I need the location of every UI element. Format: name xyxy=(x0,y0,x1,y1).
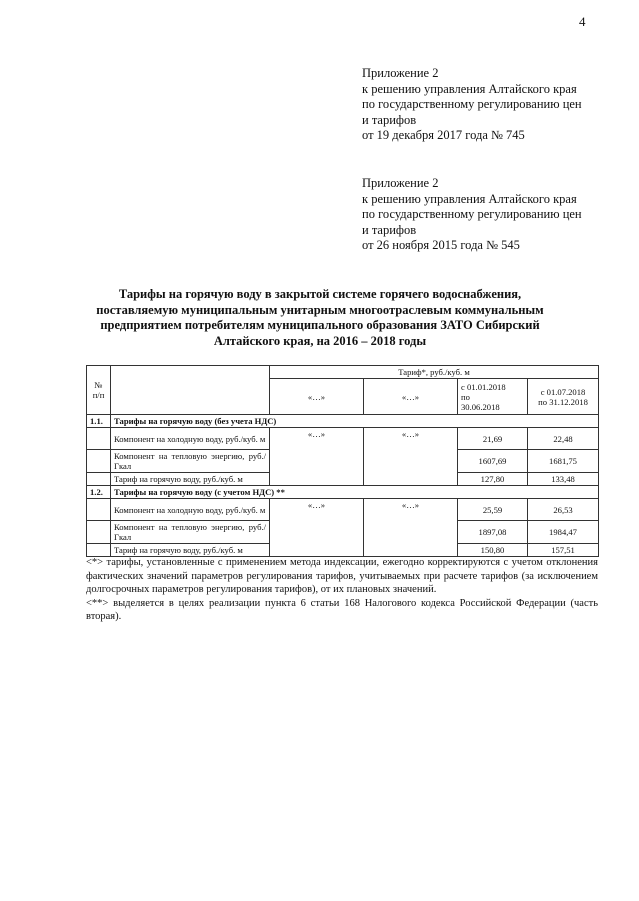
num-cell xyxy=(87,450,111,473)
value-cell: 1681,75 xyxy=(528,450,599,473)
value-cell: 133,48 xyxy=(528,473,599,486)
footnote-2: <**> выделяется в целях реализации пункта 6 статьи 168 Налогового кодекса Российской Федерации (часть вторая). xyxy=(86,597,598,622)
value-cell: 127,80 xyxy=(458,473,528,486)
row-label: Компонент на холодную воду, руб./куб. м xyxy=(111,428,270,450)
section-num: 1.2. xyxy=(87,486,111,499)
document-title: Тарифы на горячую воду в закрытой системе горячего водоснабжения, поставляемую муниципальным унитарным многоотраслевым коммунальным предприятием потребителям муниципального образования ЗАТО Сибирский Алтайского края, на 2016 – 2018 годы xyxy=(96,287,544,348)
section-num: 1.1. xyxy=(87,415,111,428)
header-period-3: с 01.01.2018 по 30.06.2018 xyxy=(458,379,528,415)
annex-line: к решению управления Алтайского края xyxy=(362,81,577,96)
annex-header-previous xyxy=(362,176,582,254)
row-label: Компонент на тепловую энергию, руб./Гкал xyxy=(111,450,270,473)
value-cell: 25,59 xyxy=(458,499,528,521)
header-period-4: с 01.07.2018 по 31.12.2018 xyxy=(528,379,599,415)
header-num: № п/п xyxy=(87,366,111,415)
annex-line: и тарифов xyxy=(362,112,417,127)
header-blank xyxy=(111,366,270,415)
value-cell: 150,80 xyxy=(458,544,528,557)
row-label: Тариф на горячую воду, руб./куб. м xyxy=(111,473,270,486)
header-tariff: Тариф*, руб./куб. м xyxy=(270,366,599,379)
num-cell xyxy=(87,473,111,486)
page-number: 4 xyxy=(579,14,586,29)
annex-line: по государственному регулированию цен xyxy=(362,207,582,221)
section-title: Тарифы на горячую воду (без учета НДС) xyxy=(111,415,599,428)
num-cell xyxy=(87,499,111,521)
section-title: Тарифы на горячую воду (с учетом НДС) ** xyxy=(111,486,599,499)
header-period-2: «…» xyxy=(364,379,458,415)
annex-line: по государственному регулированию цен xyxy=(362,97,582,111)
annex-line: Приложение 2 xyxy=(362,176,439,190)
annex-line: к решению управления Алтайского края xyxy=(362,191,577,206)
period-2-cell: «…» xyxy=(364,499,458,557)
value-cell: 21,69 xyxy=(458,428,528,450)
tariff-table xyxy=(86,365,599,557)
annex-line: Приложение 2 xyxy=(362,66,439,80)
value-cell: 1897,08 xyxy=(458,521,528,544)
num-cell xyxy=(87,544,111,557)
footnote-1: <*> тарифы, установленные с применением метода индексации, ежегодно корректируются с учетом отклонения фактических значений параметров регулирования тарифов, учитываемых при расчете тарифов (за исключением долгосрочных параметров регулирования тарифов), от их плановых значений. xyxy=(86,557,598,595)
row-label: Тариф на горячую воду, руб./куб. м xyxy=(111,544,270,557)
annex-header-current xyxy=(362,66,582,144)
value-cell: 157,51 xyxy=(528,544,599,557)
footnotes xyxy=(86,556,598,624)
num-cell xyxy=(87,521,111,544)
annex-line: и тарифов xyxy=(362,222,417,237)
period-1-cell: «…» xyxy=(270,499,364,557)
table-row xyxy=(87,428,599,450)
row-label: Компонент на холодную воду, руб./куб. м xyxy=(111,499,270,521)
period-2-cell: «…» xyxy=(364,428,458,486)
value-cell: 26,53 xyxy=(528,499,599,521)
value-cell: 1607,69 xyxy=(458,450,528,473)
num-cell xyxy=(87,428,111,450)
annex-line: от 26 ноября 2015 года № 545 xyxy=(362,238,520,252)
table-row xyxy=(87,499,599,521)
period-1-cell: «…» xyxy=(270,428,364,486)
value-cell: 22,48 xyxy=(528,428,599,450)
annex-line: от 19 декабря 2017 года № 745 xyxy=(362,128,525,142)
row-label: Компонент на тепловую энергию, руб./Гкал xyxy=(111,521,270,544)
value-cell: 1984,47 xyxy=(528,521,599,544)
header-period-1: «…» xyxy=(270,379,364,415)
